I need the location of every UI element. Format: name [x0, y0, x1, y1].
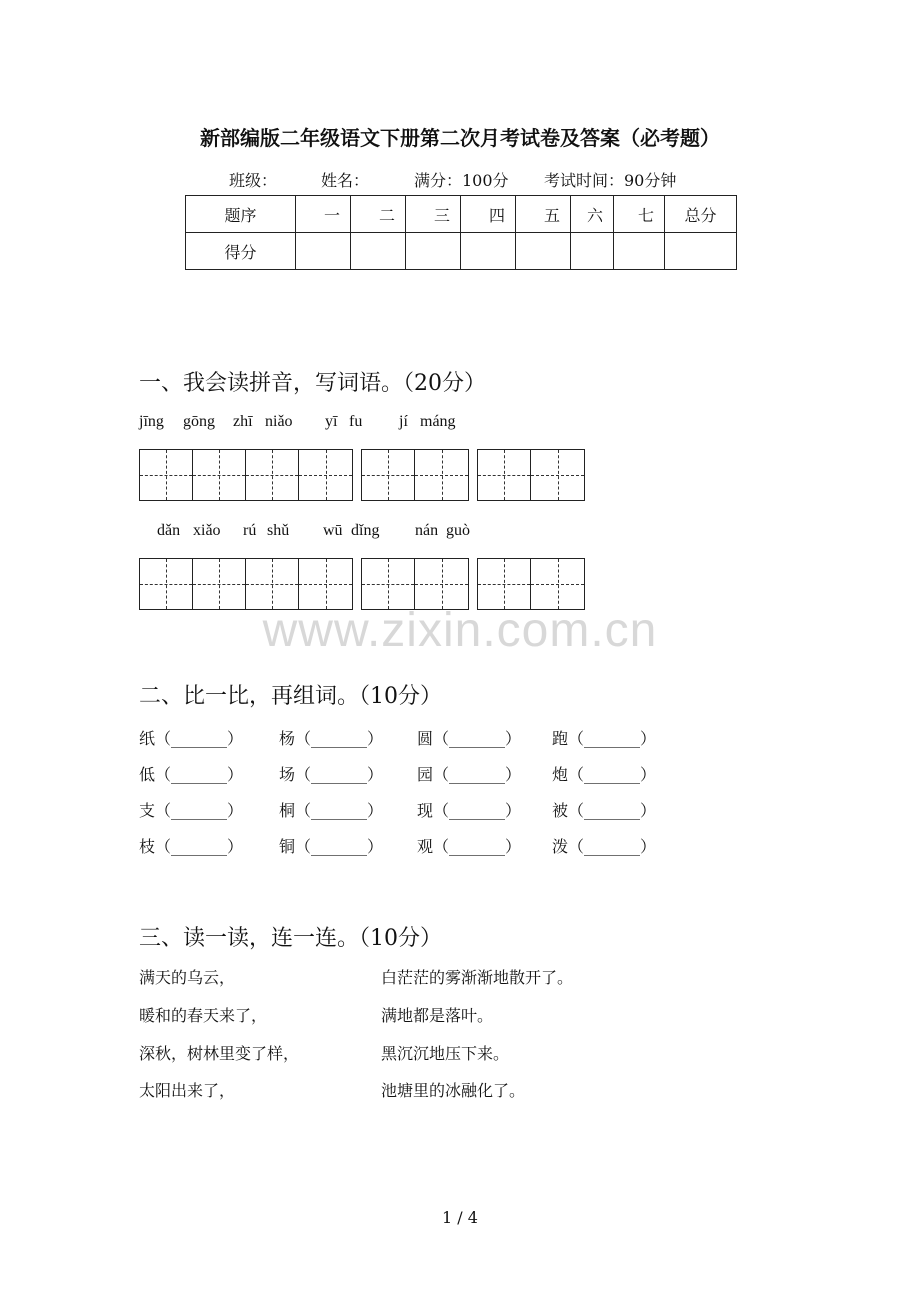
compare-item: 场（_______） [279, 765, 384, 784]
table-cell: 六 [571, 196, 614, 233]
section-3-heading: 三、读一读，连一连。（10分） [139, 926, 442, 951]
compare-item: 园（_______） [417, 765, 522, 784]
score-input-cell[interactable] [665, 233, 737, 270]
score-table-header-row [186, 196, 737, 233]
writing-grid[interactable] [477, 449, 585, 501]
score-table-score-row [186, 233, 737, 270]
score-input-cell[interactable] [516, 233, 571, 270]
exam-time-label: 考试时间：90分钟 [544, 171, 677, 190]
pinyin-syllable: gōng [183, 413, 215, 430]
score-input-cell[interactable] [406, 233, 461, 270]
pinyin-syllable: jīng [139, 413, 164, 430]
table-cell: 五 [516, 196, 571, 233]
compare-item: 支（_______） [139, 801, 244, 820]
page-number: 1 / 4 [442, 1208, 478, 1227]
table-cell: 三 [406, 196, 461, 233]
pinyin-syllable: zhī [233, 413, 253, 430]
pinyin-syllable: jí [399, 413, 408, 430]
match-right-item: 白茫茫的雾渐渐地散开了。 [381, 968, 574, 987]
table-cell: 四 [461, 196, 516, 233]
compare-item: 低（_______） [139, 765, 244, 784]
compare-item: 现（_______） [417, 801, 522, 820]
section-1-heading: 一、我会读拼音，写词语。（20分） [139, 371, 486, 396]
score-table [185, 195, 737, 270]
score-input-cell[interactable] [296, 233, 351, 270]
compare-item: 跑（_______） [552, 729, 657, 748]
writing-cell[interactable] [362, 450, 415, 500]
match-left-item: 暖和的春天来了， [139, 1006, 268, 1025]
writing-cell[interactable] [246, 450, 299, 500]
score-input-cell[interactable] [351, 233, 406, 270]
pinyin-syllable: niǎo [265, 413, 293, 430]
score-input-cell[interactable] [571, 233, 614, 270]
writing-cell[interactable] [299, 559, 352, 609]
table-cell: 一 [296, 196, 351, 233]
table-cell: 题序 [186, 196, 296, 233]
pinyin-syllable: yī [325, 413, 338, 430]
writing-cell[interactable] [299, 450, 352, 500]
match-right-item: 满地都是落叶。 [381, 1006, 494, 1025]
compare-item: 被（_______） [552, 801, 657, 820]
compare-item: 圆（_______） [417, 729, 522, 748]
pinyin-syllable: dǎn [157, 522, 181, 539]
writing-cell[interactable] [140, 450, 193, 500]
pinyin-syllable: fu [349, 413, 363, 430]
writing-cell[interactable] [246, 559, 299, 609]
table-cell: 二 [351, 196, 406, 233]
writing-grid[interactable] [361, 449, 469, 501]
pinyin-syllable: máng [420, 413, 456, 430]
match-left-item: 满天的乌云， [139, 968, 236, 987]
writing-cell[interactable] [531, 450, 584, 500]
compare-item: 桐（_______） [279, 801, 384, 820]
pinyin-syllable: xiǎo [193, 522, 221, 539]
pinyin-syllable: nán [415, 522, 439, 539]
score-input-cell[interactable] [614, 233, 665, 270]
writing-cell[interactable] [478, 559, 531, 609]
compare-item: 枝（_______） [139, 837, 244, 856]
pinyin-syllable: dǐng [351, 522, 380, 539]
writing-cell[interactable] [140, 559, 193, 609]
match-left-item: 太阳出来了， [139, 1081, 236, 1100]
page-title: 新部编版二年级语文下册第二次月考试卷及答案（必考题） [200, 126, 720, 150]
compare-item: 铜（_______） [279, 837, 384, 856]
class-label: 班级： [229, 171, 278, 190]
compare-item: 纸（_______） [139, 729, 244, 748]
table-cell: 七 [614, 196, 665, 233]
writing-cell[interactable] [193, 450, 246, 500]
writing-cell[interactable] [415, 450, 468, 500]
compare-item: 泼（_______） [552, 837, 657, 856]
writing-cell[interactable] [362, 559, 415, 609]
pinyin-syllable: guò [446, 522, 470, 539]
compare-item: 观（_______） [417, 837, 522, 856]
table-cell: 得分 [186, 233, 296, 270]
full-score-label: 满分：100分 [414, 171, 509, 190]
pinyin-syllable: rú [243, 522, 257, 539]
pinyin-syllable: wū [323, 522, 343, 539]
writing-cell[interactable] [415, 559, 468, 609]
match-right-item: 黑沉沉地压下来。 [381, 1044, 510, 1063]
writing-cell[interactable] [531, 559, 584, 609]
compare-item: 杨（_______） [279, 729, 384, 748]
name-label: 姓名： [321, 171, 370, 190]
pinyin-syllable: shǔ [267, 522, 290, 539]
watermark: www.zixin.com.cn [262, 604, 658, 657]
writing-cell[interactable] [193, 559, 246, 609]
compare-item: 炮（_______） [552, 765, 657, 784]
table-cell: 总分 [665, 196, 737, 233]
score-input-cell[interactable] [461, 233, 516, 270]
writing-grid[interactable] [139, 449, 353, 501]
match-left-item: 深秋，树林里变了样， [139, 1044, 300, 1063]
writing-cell[interactable] [478, 450, 531, 500]
match-right-item: 池塘里的冰融化了。 [381, 1081, 526, 1100]
section-2-heading: 二、比一比，再组词。（10分） [139, 684, 442, 709]
